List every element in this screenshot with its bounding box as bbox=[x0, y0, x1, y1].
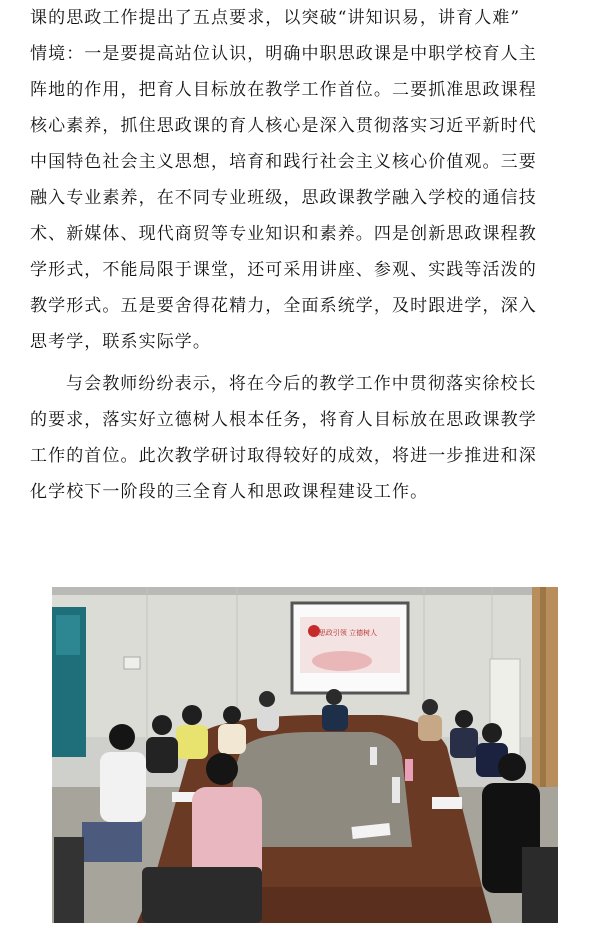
text-line: 核心素养，抓住思政课的育人核心是深入贯彻落实习近平新时代 bbox=[30, 116, 537, 136]
text-line: 工作的首位。此次教学研讨取得较好的成效，将进一步推进和深 bbox=[30, 446, 537, 466]
screen-title: 思政引领 立德树人 bbox=[318, 629, 378, 637]
text-line: 与会教师纷纷表示，将在今后的教学工作中贯彻落实徐校长 bbox=[66, 374, 537, 394]
text-line: 融入专业素养，在不同专业班级，思政课教学融入学校的通信技 bbox=[30, 188, 537, 208]
document-body bbox=[30, 0, 585, 510]
text-line: 学形式，不能局限于课堂，还可采用讲座、参观、实践等活泼的 bbox=[30, 260, 537, 280]
meeting-photo-illustration bbox=[52, 587, 558, 923]
text-line: 课的思政工作提出了五点要求，以突破“讲知识易，讲育人难” bbox=[30, 8, 521, 28]
text-line: 思考学，联系实际学。 bbox=[30, 332, 211, 352]
text-line: 化学校下一阶段的三全育人和思政课程建设工作。 bbox=[30, 482, 429, 502]
text-line: 中国特色社会主义思想，培育和践行社会主义核心价值观。三要 bbox=[30, 152, 537, 172]
text-line: 情境：一是要提高站位认识，明确中职思政课是中职学校育人主 bbox=[30, 44, 537, 64]
text-line: 阵地的作用，把育人目标放在教学工作首位。二要抓准思政课程 bbox=[30, 80, 537, 100]
meeting-photo bbox=[52, 587, 558, 923]
text-line: 的要求，落实好立德树人根本任务，将育人目标放在思政课教学 bbox=[30, 410, 537, 430]
paragraph-2 bbox=[30, 366, 585, 510]
paragraph-1 bbox=[30, 0, 585, 360]
text-line: 术、新媒体、现代商贸等专业知识和素养。四是创新思政课程教 bbox=[30, 224, 537, 244]
text-line: 教学形式。五是要舍得花精力，全面系统学，及时跟进学，深入 bbox=[30, 296, 537, 316]
